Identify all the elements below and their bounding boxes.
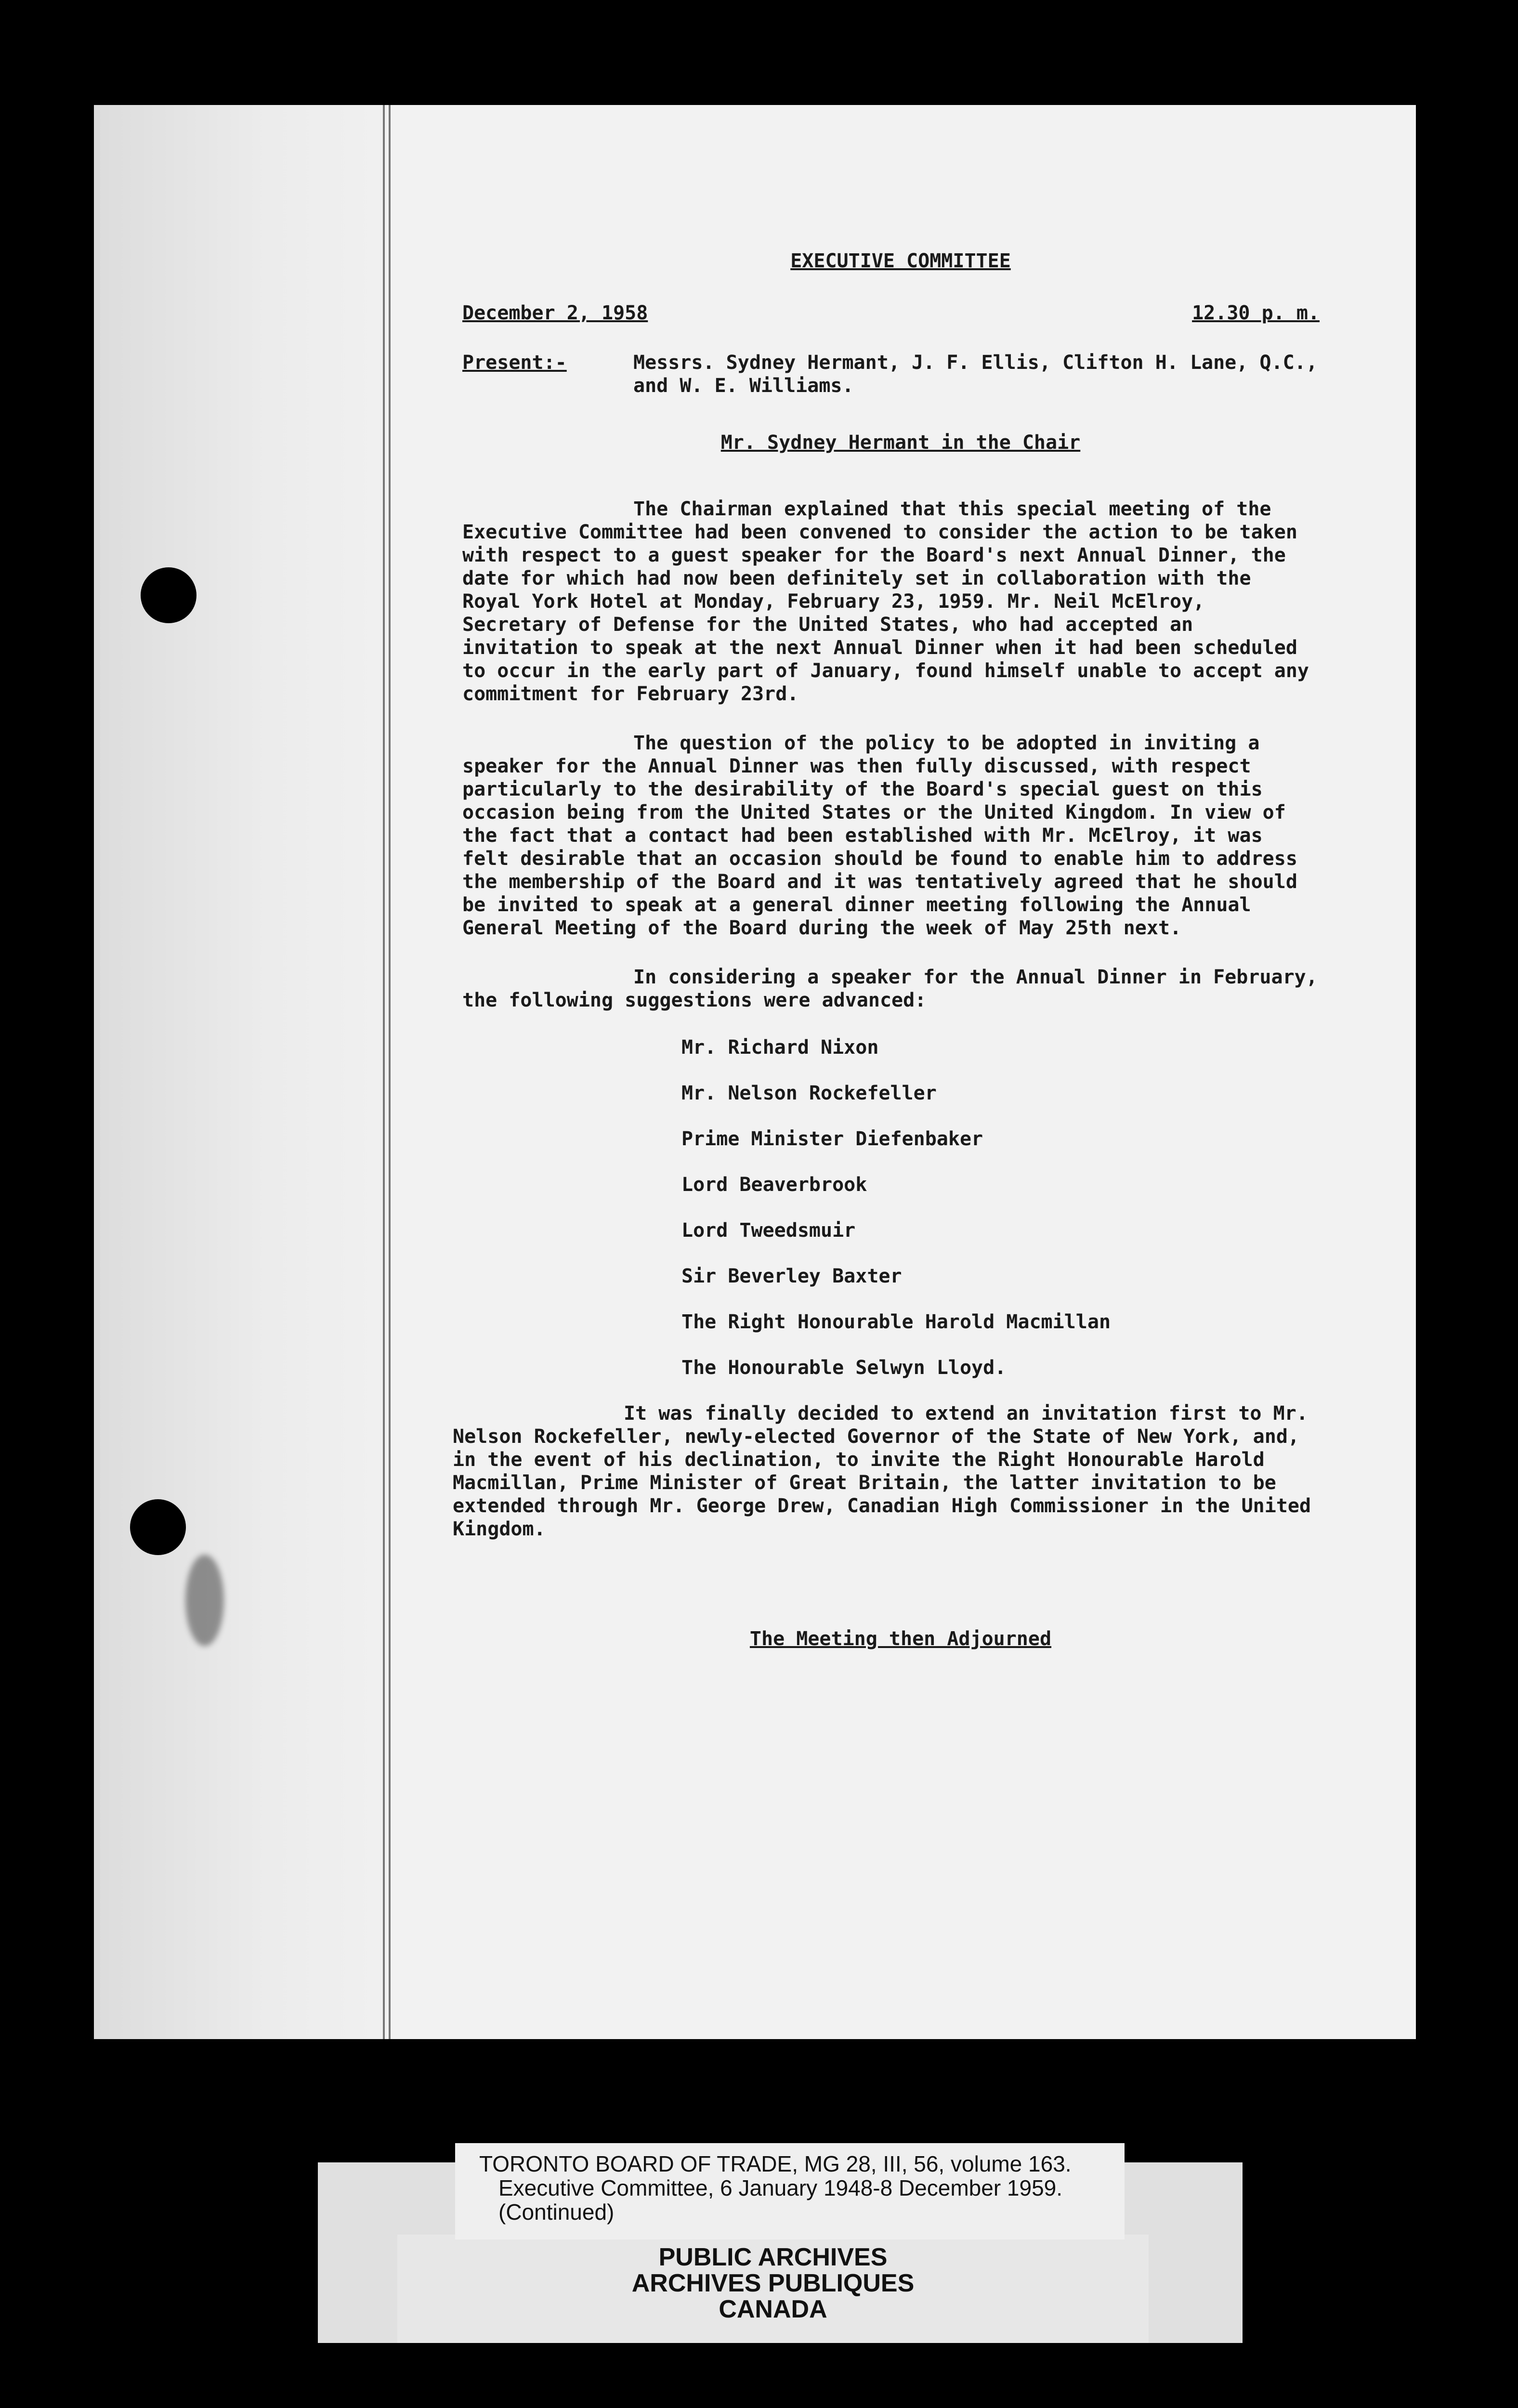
archive-label-line: TORONTO BOARD OF TRADE, MG 28, III, 56, volume 163. xyxy=(479,2151,1072,2176)
closing-paragraph: It was finally decided to extend an invitation first to Mr. Nelson Rockefeller, newly-elected Governor of the State of New York, and, in the event of his declination, to invite the Right Honourable Harold Macmillan, Prime Minister of Great Britain, the latter invitation to be extended through Mr. George Drew, Canadian High Commissioner in the United Kingdom. xyxy=(453,1402,1311,1540)
list-item: Mr. Richard Nixon xyxy=(681,1036,879,1059)
punch-hole xyxy=(141,567,196,623)
document-heading: EXECUTIVE COMMITTEE xyxy=(790,250,1011,272)
adjourned-heading: The Meeting then Adjourned xyxy=(749,1628,1052,1650)
margin-rule xyxy=(389,105,391,2039)
list-item: The Honourable Selwyn Lloyd. xyxy=(681,1357,1007,1379)
margin-rule xyxy=(383,105,385,2039)
date-time-row xyxy=(462,301,1320,325)
list-item: Prime Minister Diefenbaker xyxy=(681,1128,983,1150)
minutes-text xyxy=(453,249,1320,1650)
stamp-line: CANADA xyxy=(719,2295,827,2323)
stamp-line: ARCHIVES PUBLIQUES xyxy=(631,2269,915,2297)
chair-heading: Mr. Sydney Hermant in the Chair xyxy=(720,432,1081,454)
present-names: Messrs. Sydney Hermant, J. F. Ellis, Clifton H. Lane, Q.C., and W. E. Williams. xyxy=(633,352,1318,397)
paragraph: The Chairman explained that this special meeting of the Executive Committee had been convened to consider the action to be taken with respect to a guest speaker for the Board's next Annual Dinner, the date for which had now been definitely set in collaboration with the Royal York Hotel at Monday, February 23, 1959. Mr. Neil McElroy, Secretary of Defense for the United States, who had accepted an invitation to speak at the next Annual Dinner when it had been scheduled to occur in the early part of January, found himself unable to accept any commitment for February 23rd. xyxy=(462,498,1309,705)
list-item: Lord Beaverbrook xyxy=(681,1174,867,1196)
paragraph: The question of the policy to be adopted in inviting a speaker for the Annual Dinner was then fully discussed, with respect particularly to the desirability of the Board's special guest on this occasion being from the United States or the United Kingdom. In view of the fact that a contact had been established with Mr. McElroy, it was felt desirable that an occasion should be found to enable him to address the membership of the Board and it was tentatively agreed that he should be invited to speak at a general dinner meeting following the Annual General Meeting of the Board during the week of May 25th next. xyxy=(462,732,1297,939)
list-item: Mr. Nelson Rockefeller xyxy=(681,1082,937,1104)
present-row xyxy=(462,351,1320,397)
paragraph: In considering a speaker for the Annual Dinner in February, the following suggestions were advanced: xyxy=(462,966,1318,1011)
stamp-line: PUBLIC ARCHIVES xyxy=(658,2243,888,2271)
meeting-date: December 2, 1958 xyxy=(462,302,648,324)
meeting-time: 12.30 p. m. xyxy=(1192,302,1320,324)
present-label: Present:- xyxy=(462,352,567,374)
ink-smudge xyxy=(185,1555,224,1646)
list-item: Sir Beverley Baxter xyxy=(681,1265,902,1287)
document-page xyxy=(94,105,1416,2039)
archive-label-line: Executive Committee, 6 January 1948-8 December 1959. xyxy=(498,2175,1063,2200)
archive-label-line: (Continued) xyxy=(498,2199,615,2225)
list-item: The Right Honourable Harold Macmillan xyxy=(681,1311,1111,1333)
page-left-margin xyxy=(94,105,383,2039)
speaker-list xyxy=(462,1036,1320,1379)
punch-hole xyxy=(130,1499,186,1555)
archive-label xyxy=(455,2143,1125,2239)
list-item: Lord Tweedsmuir xyxy=(681,1219,856,1242)
archives-stamp xyxy=(397,2235,1149,2343)
